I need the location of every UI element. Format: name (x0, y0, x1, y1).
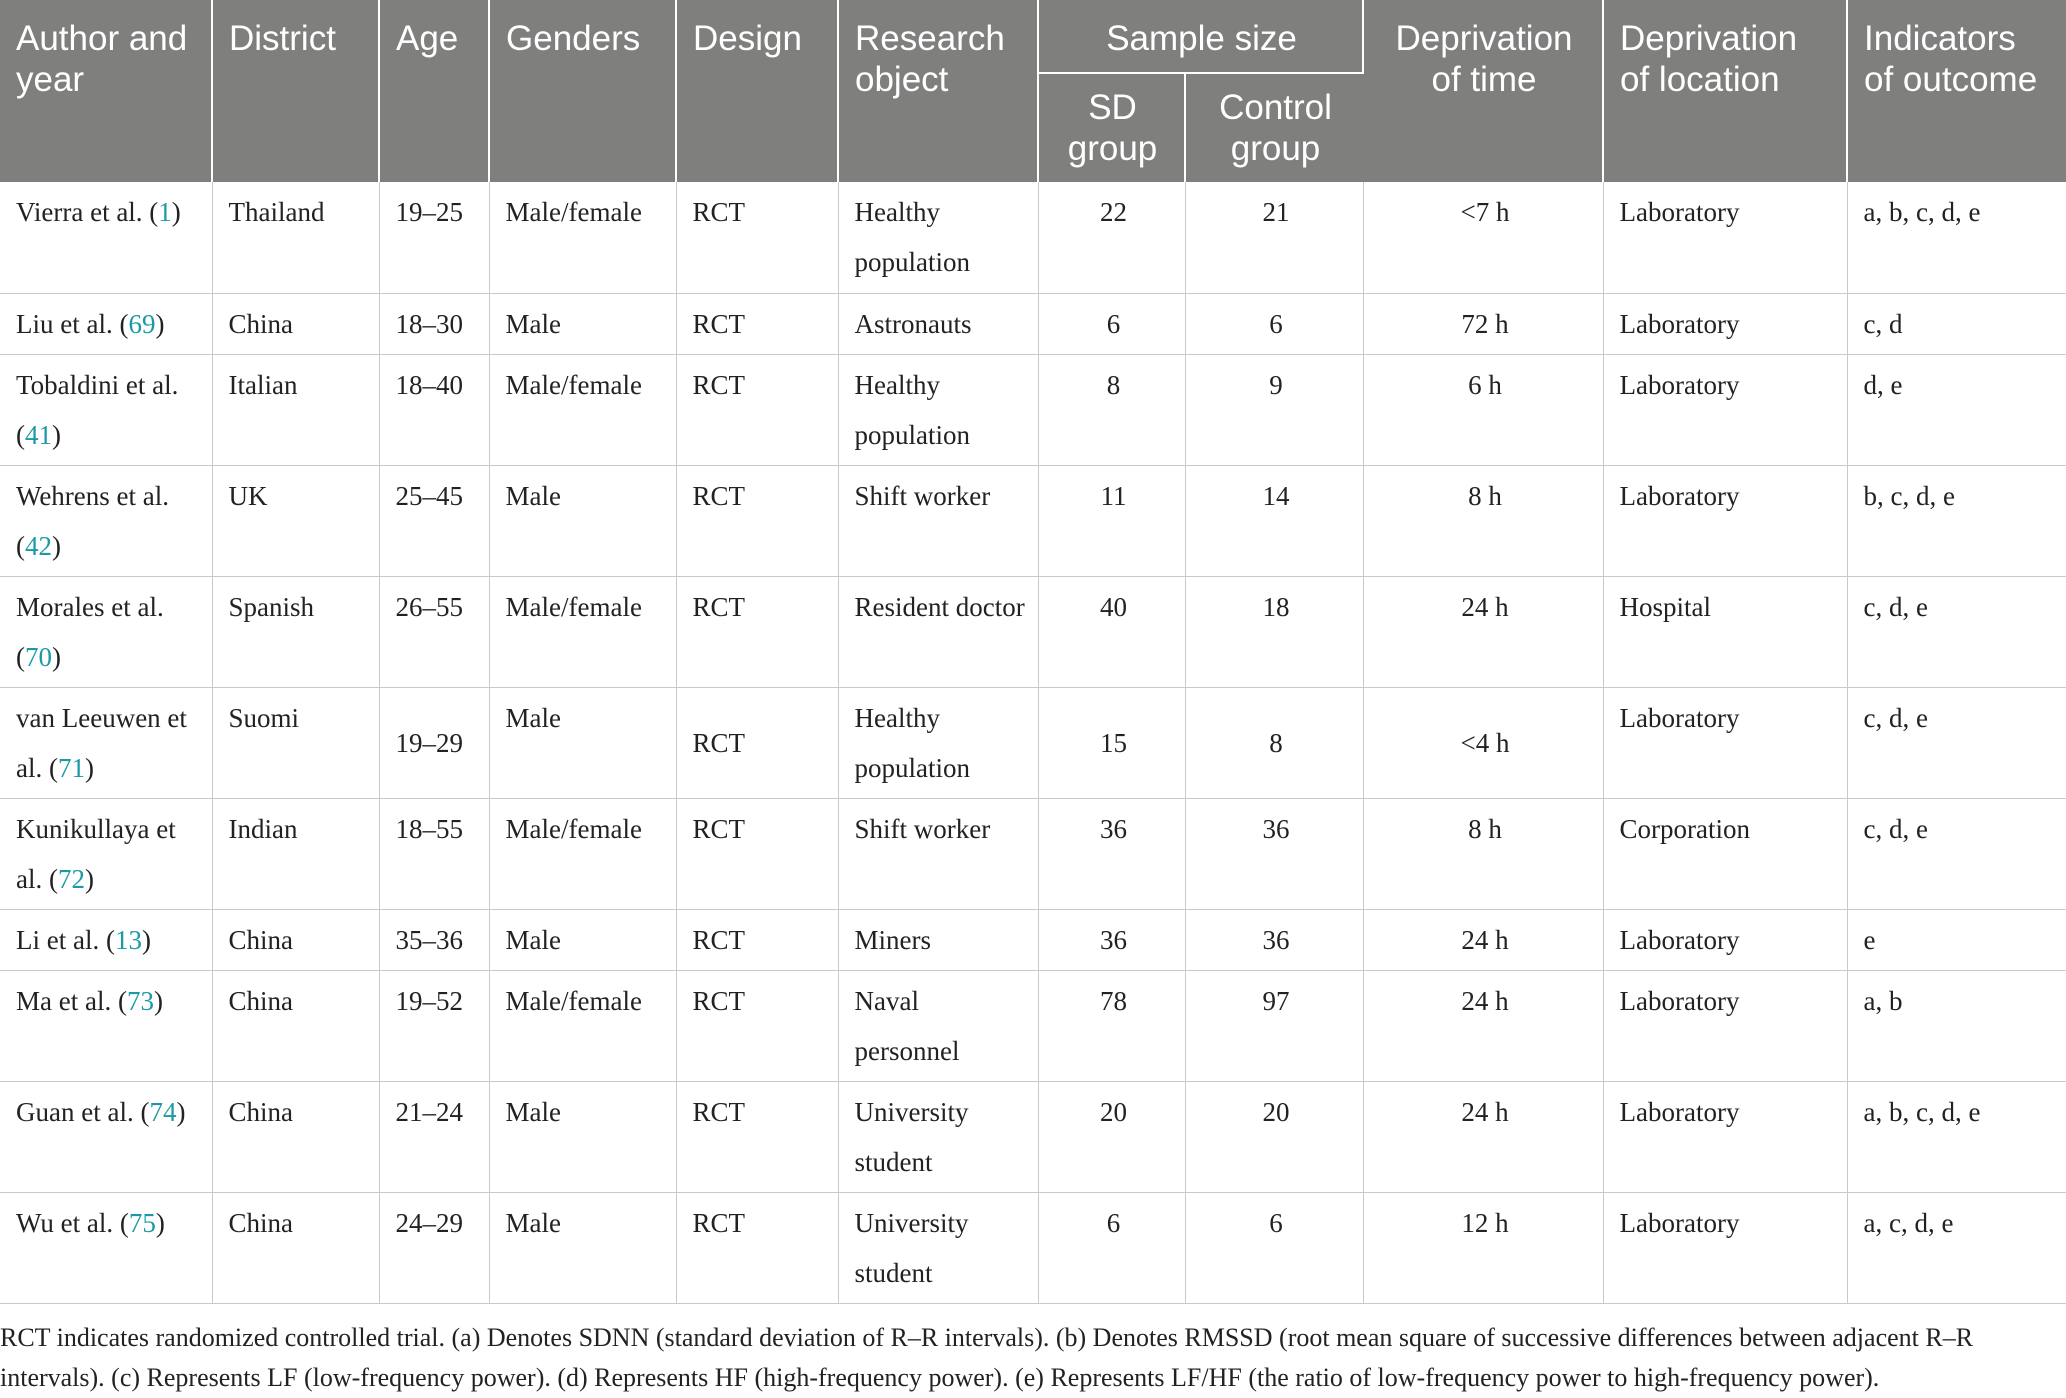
table-row (0, 798, 2066, 909)
cell-district: Suomi (212, 687, 379, 798)
cell-district: China (212, 1192, 379, 1303)
cell-author (0, 182, 212, 293)
cell-time: 6 h (1363, 354, 1603, 465)
cell-object: Astronauts (838, 293, 1038, 354)
cell-control: 6 (1185, 293, 1363, 354)
header-age: Age (379, 0, 489, 182)
reference-link[interactable]: 70 (25, 641, 52, 672)
cell-genders: Male/female (489, 970, 676, 1081)
author-text: Kunikullaya et al. ( (16, 813, 176, 894)
cell-design: RCT (676, 1081, 838, 1192)
header-district: District (212, 0, 379, 182)
cell-indicators: c, d, e (1847, 798, 2066, 909)
cell-control: 6 (1185, 1192, 1363, 1303)
cell-location: Laboratory (1603, 182, 1847, 293)
header-sd-group: SD group (1038, 73, 1185, 182)
author-suffix: ) (52, 530, 61, 561)
author-text: Ma et al. ( (16, 985, 127, 1016)
cell-time: <4 h (1363, 687, 1603, 798)
cell-time: 24 h (1363, 576, 1603, 687)
table-row (0, 465, 2066, 576)
reference-link[interactable]: 13 (114, 924, 142, 955)
table-row (0, 970, 2066, 1081)
cell-district: China (212, 970, 379, 1081)
cell-age: 24–29 (379, 1192, 489, 1303)
cell-design: RCT (676, 354, 838, 465)
cell-age: 19–29 (379, 687, 489, 798)
reference-link[interactable]: 75 (128, 1207, 156, 1238)
reference-link[interactable]: 69 (128, 308, 156, 339)
reference-link[interactable]: 73 (126, 985, 154, 1016)
cell-sd: 40 (1038, 576, 1185, 687)
cell-age: 18–40 (379, 354, 489, 465)
cell-author (0, 687, 212, 798)
cell-object: Shift worker (838, 798, 1038, 909)
reference-link[interactable]: 74 (149, 1096, 177, 1127)
author-text: Wu et al. ( (16, 1207, 129, 1238)
cell-age: 21–24 (379, 1081, 489, 1192)
table-body (0, 182, 2066, 1303)
author-text: van Leeuwen et al. ( (16, 702, 187, 783)
cell-indicators: a, b (1847, 970, 2066, 1081)
cell-sd: 15 (1038, 687, 1185, 798)
cell-indicators: a, b, c, d, e (1847, 182, 2066, 293)
author-text: Vierra et al. ( (16, 197, 159, 227)
author-text: Li et al. ( (16, 924, 115, 955)
author-text: Guan et al. ( (16, 1096, 150, 1127)
cell-author (0, 909, 212, 970)
cell-district: UK (212, 465, 379, 576)
cell-control: 36 (1185, 909, 1363, 970)
cell-district: Thailand (212, 182, 379, 293)
cell-district: Italian (212, 354, 379, 465)
cell-indicators: e (1847, 909, 2066, 970)
cell-object: Healthy population (838, 687, 1038, 798)
cell-time: 72 h (1363, 293, 1603, 354)
cell-time: 8 h (1363, 465, 1603, 576)
author-suffix: ) (176, 1096, 186, 1127)
cell-sd: 6 (1038, 293, 1185, 354)
cell-sd: 8 (1038, 354, 1185, 465)
cell-author (0, 1192, 212, 1303)
author-text: Tobaldini et al. ( (16, 369, 179, 450)
cell-object: Resident doctor (838, 576, 1038, 687)
cell-genders: Male (489, 465, 676, 576)
header-control-group: Control group (1185, 73, 1363, 182)
cell-control: 36 (1185, 798, 1363, 909)
cell-indicators: a, b, c, d, e (1847, 1081, 2066, 1192)
cell-control: 18 (1185, 576, 1363, 687)
cell-genders: Male/female (489, 798, 676, 909)
header-design: Design (676, 0, 838, 182)
reference-link[interactable]: 1 (158, 197, 172, 227)
author-suffix: ) (155, 1207, 165, 1238)
cell-time: 8 h (1363, 798, 1603, 909)
author-suffix: ) (52, 419, 61, 450)
cell-sd: 78 (1038, 970, 1185, 1081)
cell-sd: 22 (1038, 182, 1185, 293)
table-row (0, 354, 2066, 465)
cell-location: Corporation (1603, 798, 1847, 909)
cell-indicators: b, c, d, e (1847, 465, 2066, 576)
cell-location: Laboratory (1603, 1081, 1847, 1192)
cell-design: RCT (676, 293, 838, 354)
author-suffix: ) (153, 985, 163, 1016)
cell-district: China (212, 1081, 379, 1192)
cell-genders: Male/female (489, 354, 676, 465)
header-deprivation-time: Deprivation of time (1363, 0, 1603, 182)
cell-author (0, 1081, 212, 1192)
cell-author (0, 465, 212, 576)
cell-age: 25–45 (379, 465, 489, 576)
cell-genders: Male/female (489, 182, 676, 293)
cell-design: RCT (676, 970, 838, 1081)
author-text: Liu et al. ( (16, 308, 129, 339)
author-suffix: ) (141, 924, 151, 955)
reference-link[interactable]: 41 (25, 419, 52, 450)
author-text: Wehrens et al. ( (16, 480, 170, 561)
cell-age: 18–30 (379, 293, 489, 354)
cell-indicators: c, d, e (1847, 576, 2066, 687)
cell-control: 8 (1185, 687, 1363, 798)
cell-age: 18–55 (379, 798, 489, 909)
cell-author (0, 293, 212, 354)
cell-time: <7 h (1363, 182, 1603, 293)
cell-genders: Male (489, 909, 676, 970)
cell-object: Miners (838, 909, 1038, 970)
cell-genders: Male (489, 1081, 676, 1192)
author-suffix: ) (84, 752, 94, 783)
table-header (0, 0, 2066, 182)
cell-age: 19–25 (379, 182, 489, 293)
table-row (0, 687, 2066, 798)
cell-location: Laboratory (1603, 293, 1847, 354)
author-suffix: ) (171, 197, 181, 227)
cell-author (0, 354, 212, 465)
author-suffix: ) (52, 641, 61, 672)
cell-author (0, 970, 212, 1081)
table-footnote: RCT indicates randomized controlled trial. (a) Denotes SDNN (standard deviation of R–R intervals). (b) Denotes RMSSD (root mean square of successive differences between adjacent R–R intervals). (c) Represents LF (low-frequency power). (d) Represents HF (high-frequency power). (e) Represents LF/HF (the ratio of low-frequency power to high-frequency power). (0, 1323, 1974, 1392)
cell-control: 21 (1185, 182, 1363, 293)
cell-author (0, 798, 212, 909)
cell-genders: Male (489, 687, 676, 798)
cell-sd: 36 (1038, 909, 1185, 970)
cell-district: China (212, 909, 379, 970)
cell-location: Laboratory (1603, 687, 1847, 798)
cell-design: RCT (676, 798, 838, 909)
cell-control: 20 (1185, 1081, 1363, 1192)
cell-genders: Male/female (489, 576, 676, 687)
cell-object: Naval personnel (838, 970, 1038, 1081)
cell-object: Healthy population (838, 182, 1038, 293)
cell-time: 24 h (1363, 970, 1603, 1081)
header-genders: Genders (489, 0, 676, 182)
cell-genders: Male (489, 1192, 676, 1303)
cell-object: University student (838, 1192, 1038, 1303)
header-research-object: Research object (838, 0, 1038, 182)
table-row (0, 293, 2066, 354)
cell-district: China (212, 293, 379, 354)
header-author: Author and year (0, 0, 212, 182)
cell-age: 19–52 (379, 970, 489, 1081)
table-row (0, 1081, 2066, 1192)
header-indicators: Indicators of outcome (1847, 0, 2066, 182)
table-row (0, 576, 2066, 687)
cell-design: RCT (676, 687, 838, 798)
table-row (0, 909, 2066, 970)
author-suffix: ) (155, 308, 165, 339)
reference-link[interactable]: 42 (25, 530, 52, 561)
cell-district: Indian (212, 798, 379, 909)
cell-location: Laboratory (1603, 354, 1847, 465)
cell-time: 24 h (1363, 1081, 1603, 1192)
table-row (0, 182, 2066, 293)
cell-design: RCT (676, 909, 838, 970)
cell-author (0, 576, 212, 687)
cell-age: 35–36 (379, 909, 489, 970)
cell-indicators: c, d, e (1847, 687, 2066, 798)
cell-sd: 11 (1038, 465, 1185, 576)
cell-sd: 20 (1038, 1081, 1185, 1192)
cell-design: RCT (676, 576, 838, 687)
cell-object: University student (838, 1081, 1038, 1192)
table-row (0, 1192, 2066, 1303)
cell-object: Healthy population (838, 354, 1038, 465)
cell-genders: Male (489, 293, 676, 354)
cell-time: 12 h (1363, 1192, 1603, 1303)
header-sample-size: Sample size (1038, 0, 1363, 73)
cell-control: 97 (1185, 970, 1363, 1081)
cell-time: 24 h (1363, 909, 1603, 970)
cell-indicators: c, d (1847, 293, 2066, 354)
reference-link[interactable]: 71 (57, 752, 85, 783)
reference-link[interactable]: 72 (57, 863, 85, 894)
cell-sd: 36 (1038, 798, 1185, 909)
cell-design: RCT (676, 1192, 838, 1303)
cell-location: Laboratory (1603, 1192, 1847, 1303)
cell-location: Laboratory (1603, 465, 1847, 576)
cell-age: 26–55 (379, 576, 489, 687)
cell-control: 14 (1185, 465, 1363, 576)
author-suffix: ) (84, 863, 94, 894)
cell-sd: 6 (1038, 1192, 1185, 1303)
cell-control: 9 (1185, 354, 1363, 465)
cell-indicators: d, e (1847, 354, 2066, 465)
cell-district: Spanish (212, 576, 379, 687)
cell-design: RCT (676, 465, 838, 576)
cell-object: Shift worker (838, 465, 1038, 576)
header-deprivation-location: Deprivation of location (1603, 0, 1847, 182)
cell-location: Hospital (1603, 576, 1847, 687)
cell-location: Laboratory (1603, 909, 1847, 970)
cell-design: RCT (676, 182, 838, 293)
author-text: Morales et al. ( (16, 591, 164, 672)
cell-indicators: a, c, d, e (1847, 1192, 2066, 1303)
cell-location: Laboratory (1603, 970, 1847, 1081)
